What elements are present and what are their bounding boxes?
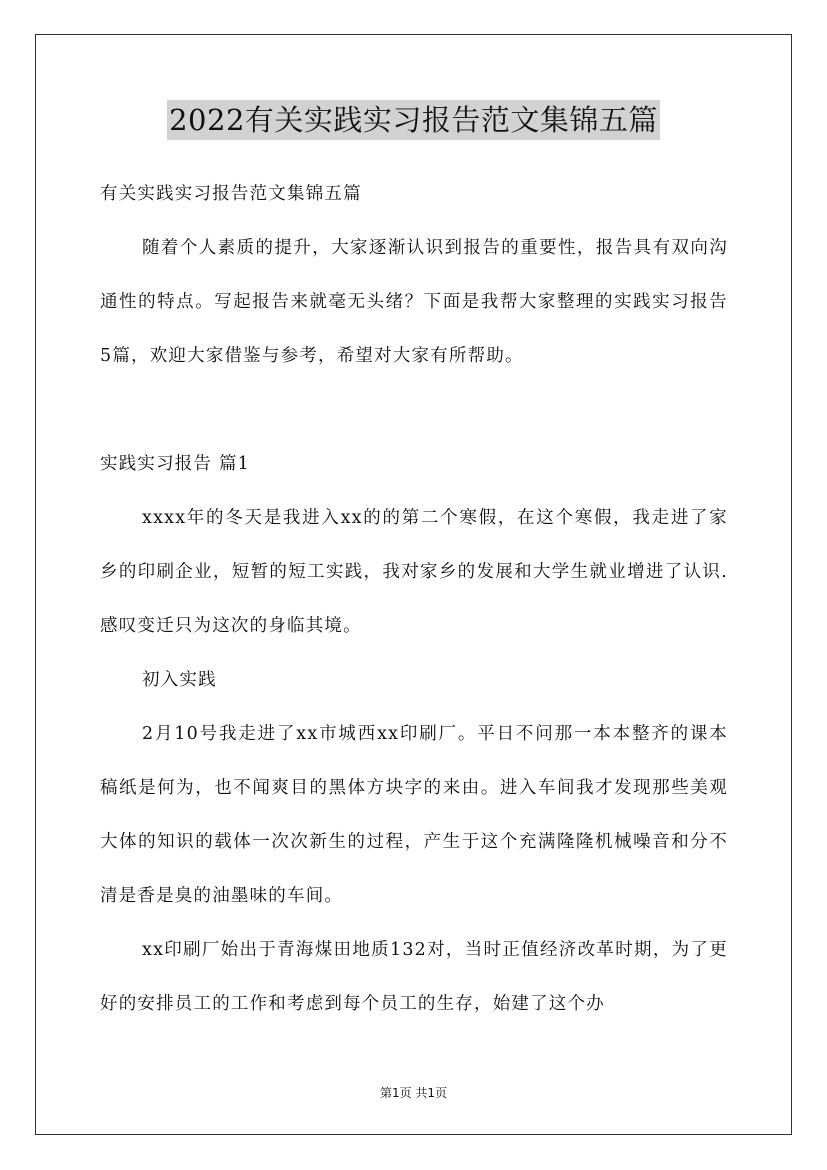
document-subtitle: 有关实践实习报告范文集锦五篇: [100, 184, 362, 204]
section-heading: 实践实习报告 篇1: [100, 454, 250, 474]
intro-paragraph: 随着个人素质的提升，大家逐渐认识到报告的重要性，报告具有双向沟通性的特点。写起报告来就毫无头绪？下面是我帮大家整理的实践实习报告5篇，欢迎大家借鉴与参考，希望对大家有所帮助。: [100, 238, 728, 366]
document-title: 2022有关实践实习报告范文集锦五篇: [167, 100, 660, 140]
paragraph-3: xx印刷厂始出于青海煤田地质132对，当时正值经济改革时期，为了更好的安排员工的工作和考虑到每个员工的生存，始建了这个办: [100, 940, 728, 1014]
paragraph-1: xxxx年的冬天是我进入xx的的第二个寒假，在这个寒假，我走进了家乡的印刷企业，短暂的短工实践，我对家乡的发展和大学生就业增进了认识.感叹变迁只为这次的身临其境。: [100, 508, 728, 636]
paragraph-2: 2月10号我走进了xx市城西xx印刷厂。平日不问那一本本整齐的课本稿纸是何为，也不闻爽目的黑体方块字的来由。进入车间我才发现那些美观大体的知识的载体一次次新生的过程，产生于这个充满隆隆机械噪音和分不清是香是臭的油墨味的车间。: [100, 724, 728, 906]
page-footer: 第1页 共1页: [379, 1086, 448, 1100]
title-container: [0, 100, 827, 140]
subheading-first-practice: 初入实践: [142, 670, 217, 690]
